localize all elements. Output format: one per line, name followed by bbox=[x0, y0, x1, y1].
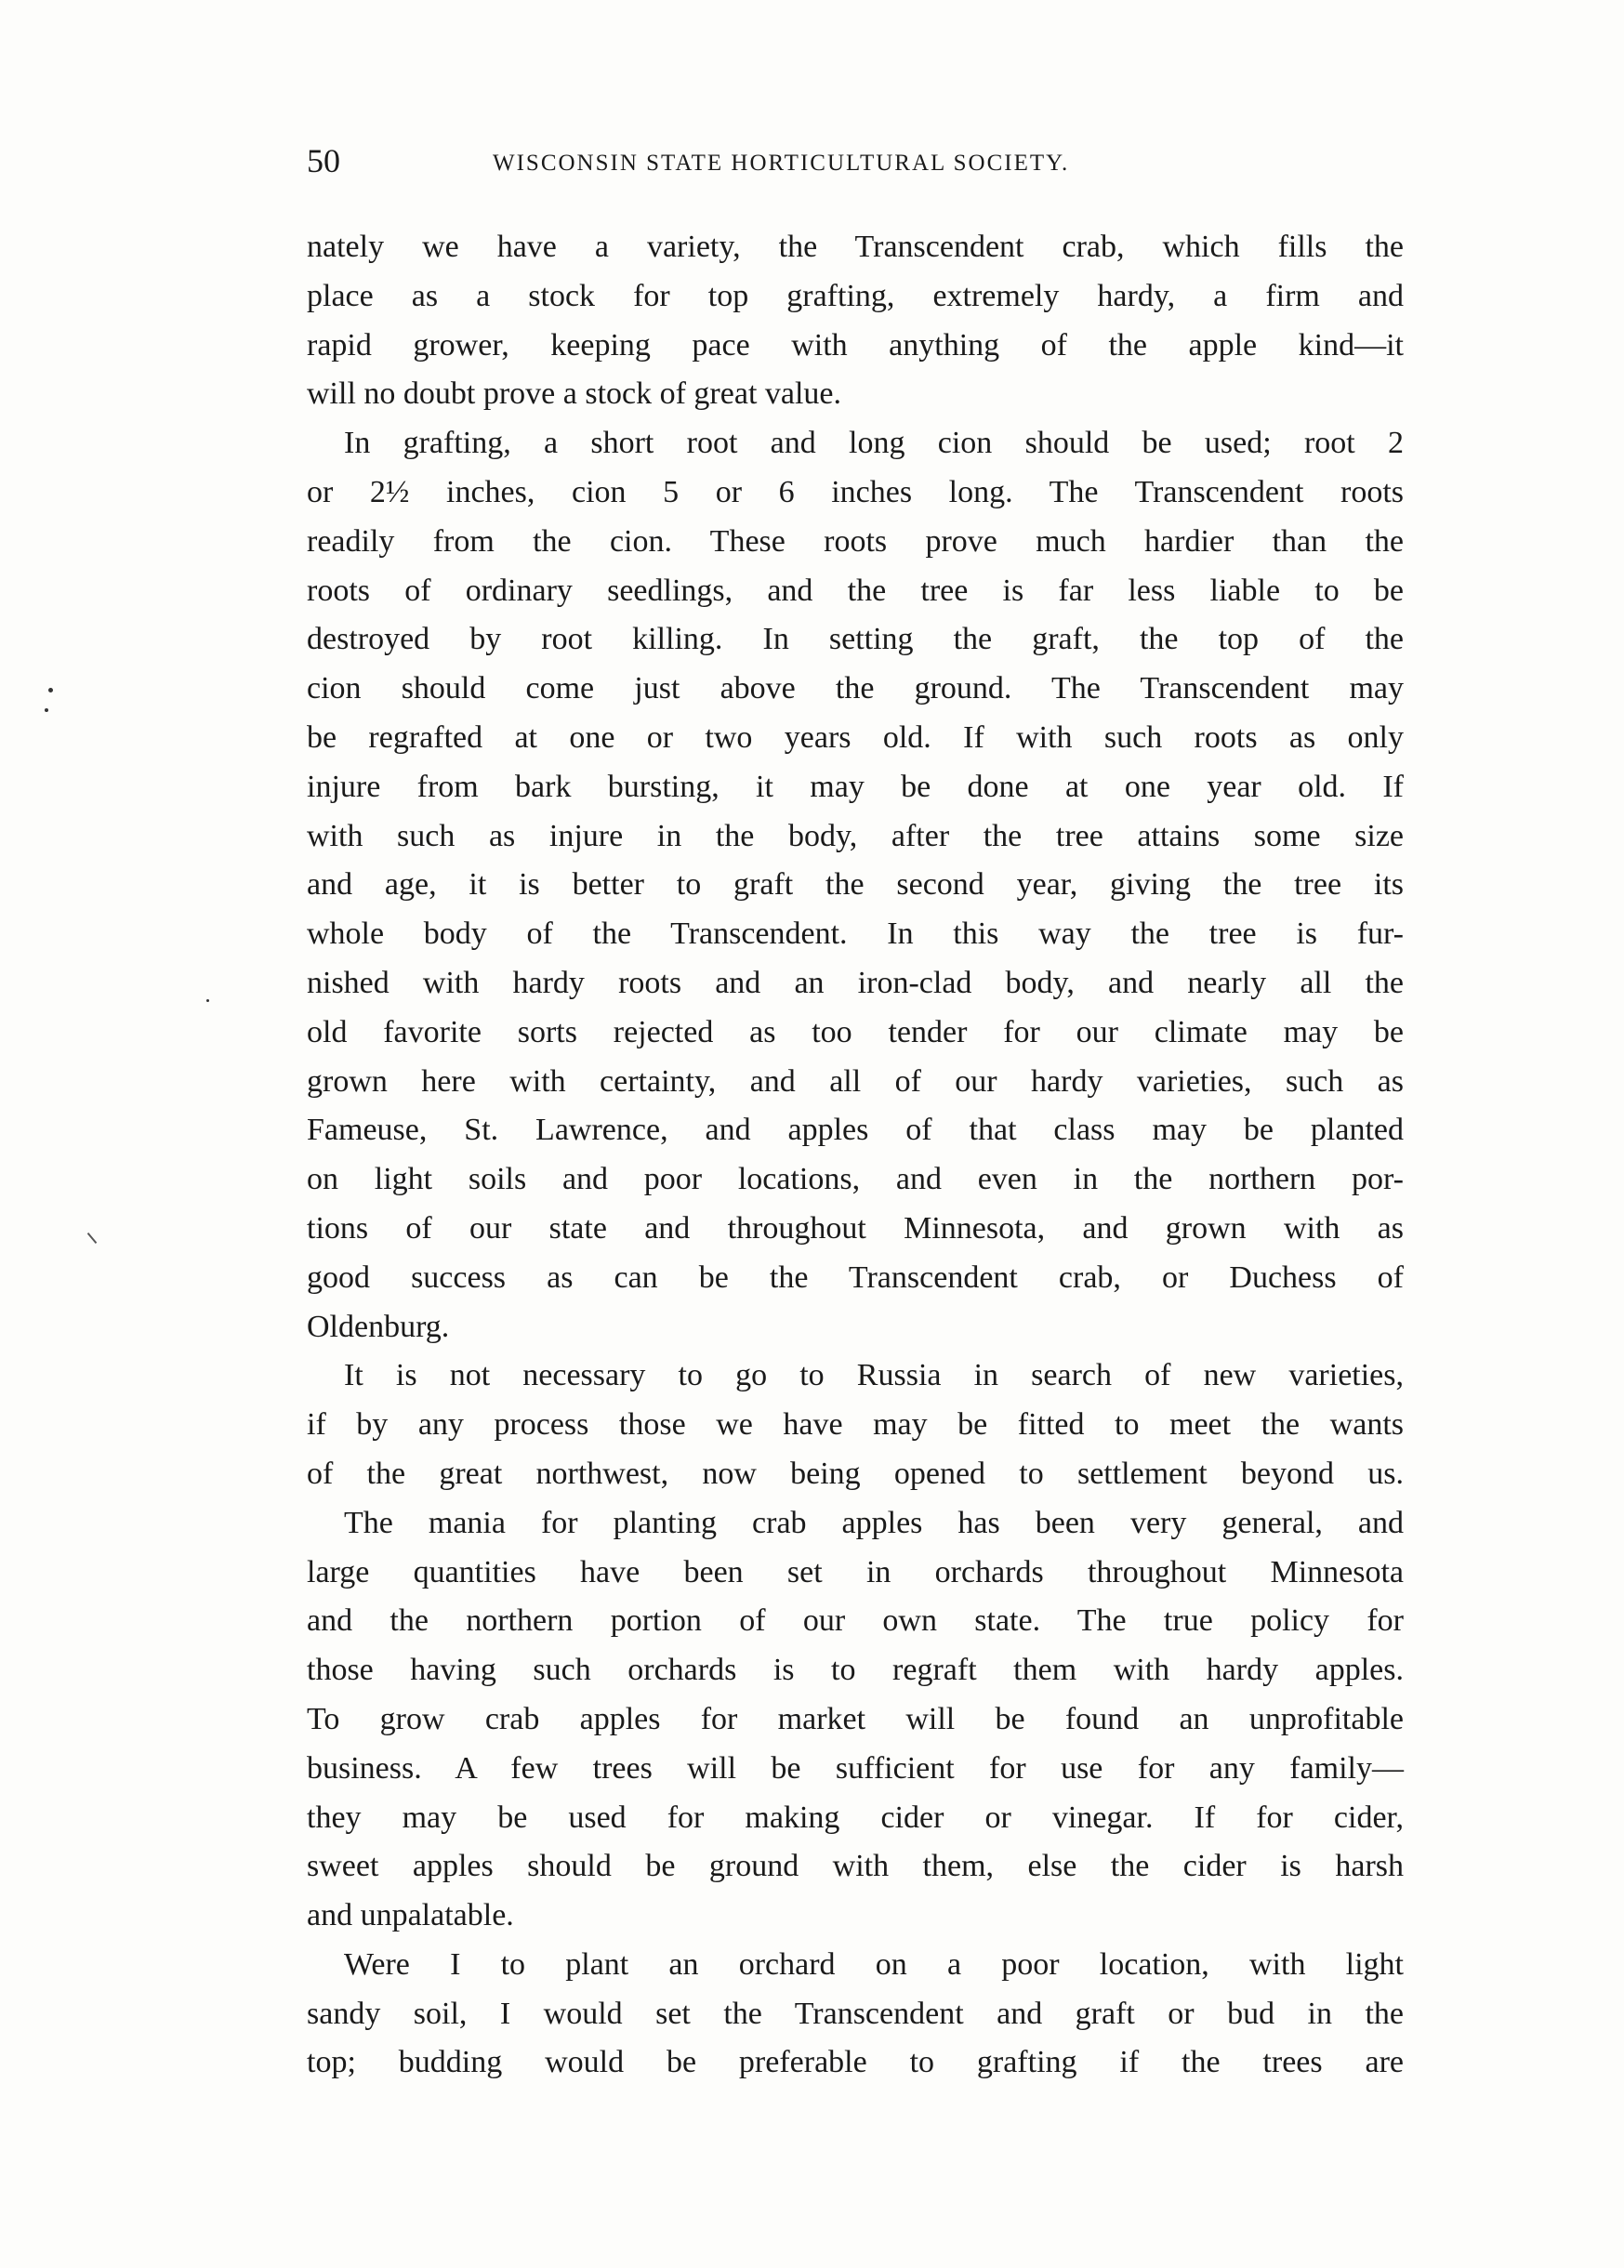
text-line: sweet apples should be ground with them, else the cider is harsh bbox=[307, 1849, 1404, 1884]
text-line: cion should come just above the ground. The Transcendent may bbox=[307, 671, 1404, 706]
text-line: injure from bark bursting, it may be done at one year old. If bbox=[307, 769, 1404, 804]
text-line: destroyed by root killing. In setting the graft, the top of the bbox=[307, 622, 1404, 657]
text-line: roots of ordinary seedlings, and the tree is far less liable to be bbox=[307, 573, 1404, 608]
text-line: Were I to plant an orchard on a poor location, with light bbox=[344, 1946, 1404, 1982]
text-line: will no doubt prove a stock of great value. bbox=[307, 376, 842, 412]
text-line: grown here with certainty, and all of our hardy varieties, such as bbox=[307, 1063, 1404, 1099]
text-line: with such as injure in the body, after the tree attains some size bbox=[307, 818, 1404, 853]
text-line: whole body of the Transcendent. In this way the tree is fur- bbox=[307, 916, 1404, 952]
text-line: readily from the cion. These roots prove much hardier than the bbox=[307, 523, 1404, 559]
scan-speck bbox=[48, 688, 53, 692]
text-line: nished with hardy roots and an iron-clad body, and nearly all the bbox=[307, 965, 1404, 1000]
text-line: or 2½ inches, cion 5 or 6 inches long. The Transcendent roots bbox=[307, 474, 1404, 509]
text-line: The mania for planting crab apples has been very general, and bbox=[344, 1505, 1404, 1540]
text-line: It is not necessary to go to Russia in search of new varieties, bbox=[344, 1358, 1404, 1393]
paragraph bbox=[307, 419, 1404, 1352]
text-line: Oldenburg. bbox=[307, 1309, 450, 1344]
text-line: Fameuse, St. Lawrence, and apples of that class may be planted bbox=[307, 1113, 1404, 1148]
scan-speck bbox=[45, 708, 48, 712]
paragraph bbox=[307, 1352, 1404, 1498]
text-line: and the northern portion of our own state. The true policy for bbox=[307, 1603, 1404, 1639]
text-line: and unpalatable. bbox=[307, 1898, 514, 1933]
text-line: To grow crab apples for market will be found an unprofitable bbox=[307, 1701, 1404, 1736]
text-line: those having such orchards is to regraft them with hardy apples. bbox=[307, 1653, 1404, 1688]
running-head bbox=[307, 141, 1404, 188]
text-line: business. A few trees will be sufficient for use for any family— bbox=[307, 1750, 1404, 1786]
scan-speck bbox=[87, 1233, 98, 1244]
paragraph bbox=[307, 1499, 1404, 1941]
text-line: and age, it is better to graft the second year, giving the tree its bbox=[307, 867, 1404, 903]
scan-speck bbox=[206, 999, 209, 1002]
text-line: if by any process those we have may be fitted to meet the wants bbox=[307, 1407, 1404, 1443]
text-line: top; budding would be preferable to grafting if the trees are bbox=[307, 2045, 1404, 2080]
text-line: In grafting, a short root and long cion should be used; root 2 bbox=[344, 426, 1404, 461]
text-line: they may be used for making cider or vinegar. If for cider, bbox=[307, 1800, 1404, 1835]
text-line: of the great northwest, now being opened to settlement beyond us. bbox=[307, 1456, 1404, 1491]
text-line: place as a stock for top grafting, extremely hardy, a firm and bbox=[307, 278, 1404, 313]
text-line: large quantities have been set in orchards throughout Minnesota bbox=[307, 1554, 1404, 1589]
header-title: WISCONSIN STATE HORTICULTURAL SOCIETY. bbox=[493, 151, 1070, 176]
text-line: old favorite sorts rejected as too tender for our climate may be bbox=[307, 1014, 1404, 1049]
text-line: rapid grower, keeping pace with anything of the apple kind—it bbox=[307, 327, 1404, 363]
page-number: 50 bbox=[307, 142, 340, 179]
text-line: tions of our state and throughout Minnesota, and grown with as bbox=[307, 1210, 1404, 1246]
body-text bbox=[307, 223, 1404, 2088]
text-line: good success as can be the Transcendent crab, or Duchess of bbox=[307, 1259, 1404, 1295]
text-line: nately we have a variety, the Transcendent crab, which fills the bbox=[307, 230, 1404, 264]
text-line: be regrafted at one or two years old. If with such roots as only bbox=[307, 719, 1404, 755]
paragraph bbox=[307, 223, 1404, 419]
paragraph bbox=[307, 1941, 1404, 2088]
text-line: on light soils and poor locations, and even in the northern por- bbox=[307, 1162, 1404, 1197]
text-line: sandy soil, I would set the Transcendent and graft or bud in the bbox=[307, 1996, 1404, 2031]
